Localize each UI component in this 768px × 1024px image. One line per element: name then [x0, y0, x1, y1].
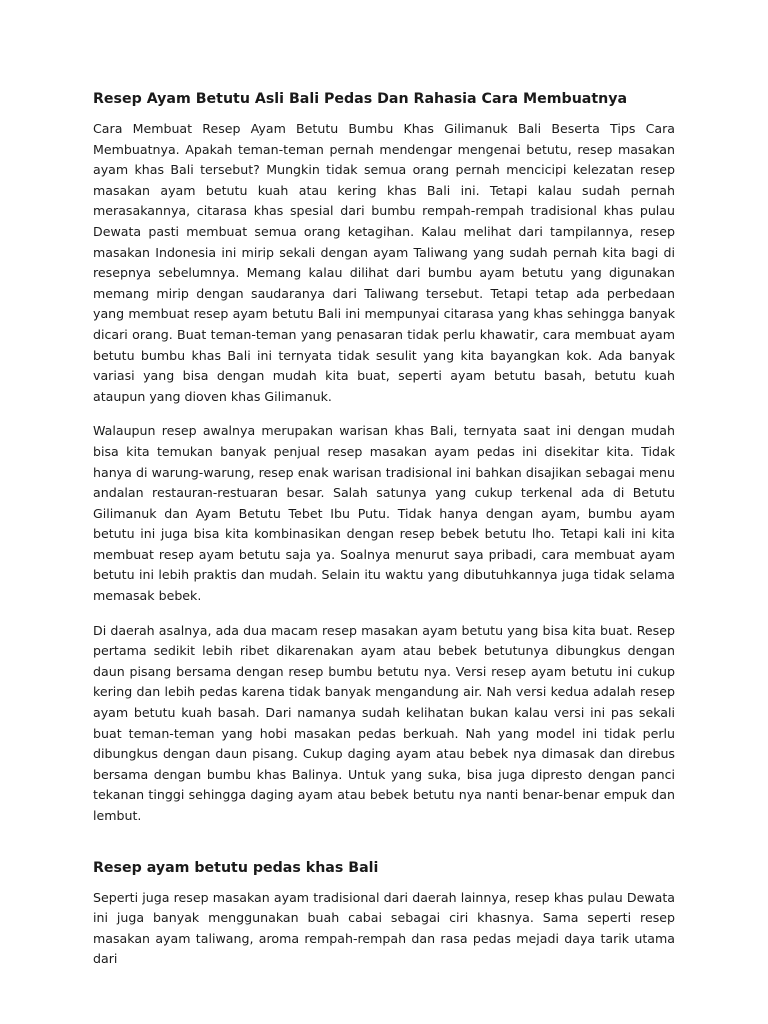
document-page [93, 88, 675, 984]
document-title: Resep Ayam Betutu Asli Bali Pedas Dan Rahasia Cara Membuatnya [93, 91, 628, 107]
section-paragraph: Seperti juga resep masakan ayam tradisional dari daerah lainnya, resep khas pulau Dewata ini juga banyak menggunakan buah cabai sebagai ciri khasnya. Sama seperti resep masakan ayam taliwang, aroma rempah-rempah dan rasa pedas mejadi daya tarik utama dari [93, 889, 675, 967]
intro-paragraph: Cara Membuat Resep Ayam Betutu Bumbu Khas Gilimanuk Bali Beserta Tips Cara Membuatnya. Apakah teman-teman pernah mendengar mengenai betutu, resep masakan ayam khas Bali tersebut? Mungkin tidak semua orang pernah mencicipi kelezatan resep masakan ayam betutu kuah atau kering khas Bali ini. Tetapi kalau sudah pernah merasakannya, citarasa khas spesial dari bumbu rempah-rempah tradisional khas pulau Dewata pasti membuat semua orang ketagihan. Kalau melihat dari tampilannya, resep masakan Indonesia ini mirip sekali dengan ayam Taliwang yang sudah pernah kita bagi di resepnya sebelumnya. Memang kalau dilihat dari bumbu ayam betutu yang digunakan memang mirip dengan saudaranya dari Taliwang tersebut. Tetapi tetap ada perbedaan yang membuat resep ayam betutu Bali ini mempunyai citarasa yang khas sehingga banyak dicari orang. Buat teman-teman yang penasaran tidak perlu khawatir, cara membuat ayam betutu bumbu khas Bali ini ternyata tidak sesulit yang kita bayangkan kok. Ada banyak variasi yang bisa dengan mudah kita buat, seperti ayam betutu basah, betutu kuah ataupun yang dioven khas Gilimanuk. [93, 121, 675, 404]
section-heading: Resep ayam betutu pedas khas Bali [93, 859, 379, 876]
variants-paragraph: Di daerah asalnya, ada dua macam resep masakan ayam betutu yang bisa kita buat. Resep pertama sedikit lebih ribet dikarenakan ayam atau bebek betutunya dibungkus dengan daun pisang bersama dengan resep bumbu betutu nya. Versi resep ayam betutu ini cukup kering dan lebih pedas karena tidak banyak mengandung air. Nah versi kedua adalah resep ayam betutu kuah basah. Dari namanya sudah kelihatan bukan kalau versi ini pas sekali buat teman-teman yang hobi masakan pedas berkuah. Nah yang model ini tidak perlu dibungkus dengan daun pisang. Cukup daging ayam atau bebek nya dimasak dan direbus bersama dengan bumbu khas Balinya. Untuk yang suka, bisa juga dipresto dengan panci tekanan tinggi sehingga daging ayam atau bebek betutu nya nanti benar-benar empuk dan lembut. [93, 622, 675, 823]
origin-paragraph: Walaupun resep awalnya merupakan warisan khas Bali, ternyata saat ini dengan mudah bisa kita temukan banyak penjual resep masakan ayam pedas ini disekitar kita. Tidak hanya di warung-warung, resep enak warisan tradisional ini bahkan disajikan sebagai menu andalan restauran-restuaran besar. Salah satunya yang cukup terkenal ada di Betutu Gilimanuk dan Ayam Betutu Tebet Ibu Putu. Tidak hanya dengan ayam, bumbu ayam betutu ini juga bisa kita kombinasikan dengan resep bebek betutu lho. Tetapi kali ini kita membuat resep ayam betutu saja ya. Soalnya menurut saya pribadi, cara membuat ayam betutu ini lebih praktis dan mudah. Selain itu waktu yang dibutuhkannya juga tidak selama memasak bebek. [93, 423, 675, 604]
